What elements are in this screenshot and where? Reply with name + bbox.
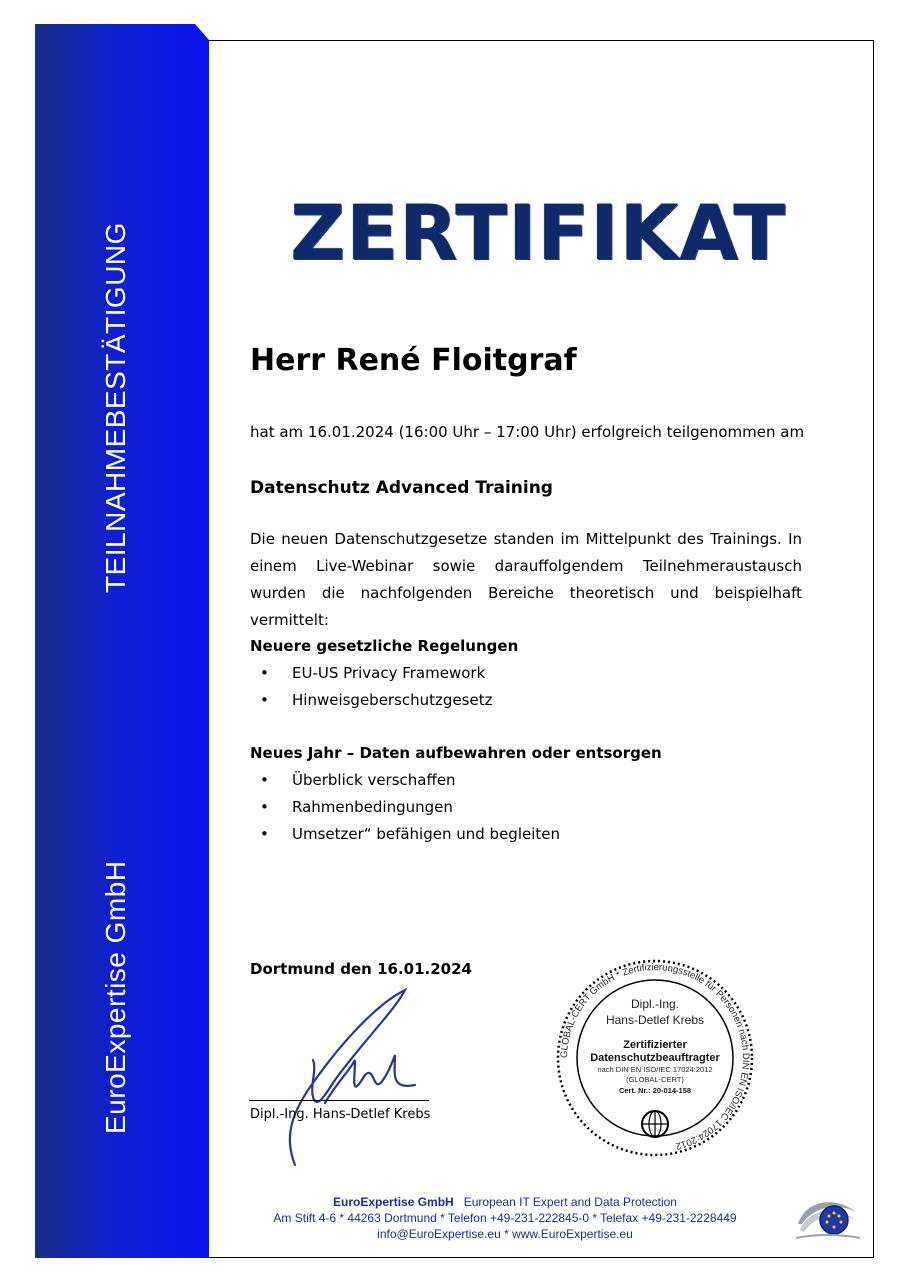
bullet-icon: • [260, 664, 269, 682]
intro-text: hat am 16.01.2024 (16:00 Uhr – 17:00 Uhr) erfolgreich teilgenommen am [250, 423, 805, 441]
list-item [260, 691, 492, 709]
signature-line [249, 1100, 429, 1101]
stamp-line: Datenschutzbeauftragter [590, 1052, 720, 1064]
sidebar-company: EuroExpertise GmbH [100, 860, 131, 1134]
sidebar-title: TEILNAHMEBESTÄTIGUNG [100, 222, 131, 593]
list-item-label: Hinweisgeberschutzgesetz [292, 691, 493, 709]
list-item-label: Rahmenbedingungen [292, 798, 453, 816]
list-item [260, 825, 560, 843]
stamp-line: Cert. Nr.: 20-014-158 [618, 1086, 692, 1095]
certificate-title: ZERTIFIKAT [290, 188, 787, 277]
footer-address: Am Stift 4-6 * 44263 Dortmund * Telefon +49-231-222845-0 * Telefax +49-231-2228449 [273, 1211, 737, 1225]
bullet-icon: • [260, 691, 269, 709]
footer-tagline: European IT Expert and Data Protection [463, 1195, 677, 1209]
stamp-line: nach DIN EN ISO/IEC 17024:2012 [597, 1065, 713, 1074]
footer-contact: info@EuroExpertise.eu * www.EuroExpertise.eu [377, 1227, 633, 1241]
certification-stamp [555, 958, 755, 1158]
recipient-name: Herr René Floitgraf [250, 343, 577, 378]
stamp-line: Dipl.-Ing. [630, 997, 680, 1011]
footer [240, 1194, 770, 1242]
description: Die neuen Datenschutzgesetze standen im Mittelpunkt des Trainings. In einem Live-Webinar sowie darauffolgendem Teilnehmeraustausch wurden die nachfolgenden Bereiche theoretisch und beispielhaft vermittelt: [250, 530, 802, 629]
bullet-icon: • [260, 825, 269, 843]
place-date: Dortmund den 16.01.2024 [250, 960, 472, 978]
footer-company: EuroExpertise GmbH [333, 1195, 454, 1209]
bullet-icon: • [260, 798, 269, 816]
course-title: Datenschutz Advanced Training [250, 478, 553, 498]
globe-logo-icon [796, 1194, 860, 1242]
stamp-line: Zertifizierter [623, 1039, 687, 1051]
signatory-name: Dipl.-Ing. Hans-Detlef Krebs [250, 1107, 431, 1122]
section-heading: Neues Jahr – Daten aufbewahren oder entsorgen [250, 744, 662, 762]
list-item-label: Umsetzer“ befähigen und begleiten [292, 825, 561, 843]
list-item-label: Überblick verschaffen [292, 771, 456, 789]
list-item [260, 771, 456, 789]
globe-icon [642, 1111, 668, 1137]
list-item [260, 798, 453, 816]
list-item [260, 664, 485, 682]
stamp-line: Hans-Detlef Krebs [605, 1013, 705, 1027]
stamp-ring-text: GLOBAL-CERT GmbH * Zertifizierungsstelle für Personen nach DIN EN ISO/IEC 17024:2012 [558, 961, 752, 1152]
signature-graphic [255, 985, 435, 1170]
section-heading: Neuere gesetzliche Regelungen [250, 637, 519, 655]
stamp-line: (GLOBAL-CERT) [626, 1075, 684, 1084]
list-item-label: EU-US Privacy Framework [292, 664, 486, 682]
bullet-icon: • [260, 771, 269, 789]
